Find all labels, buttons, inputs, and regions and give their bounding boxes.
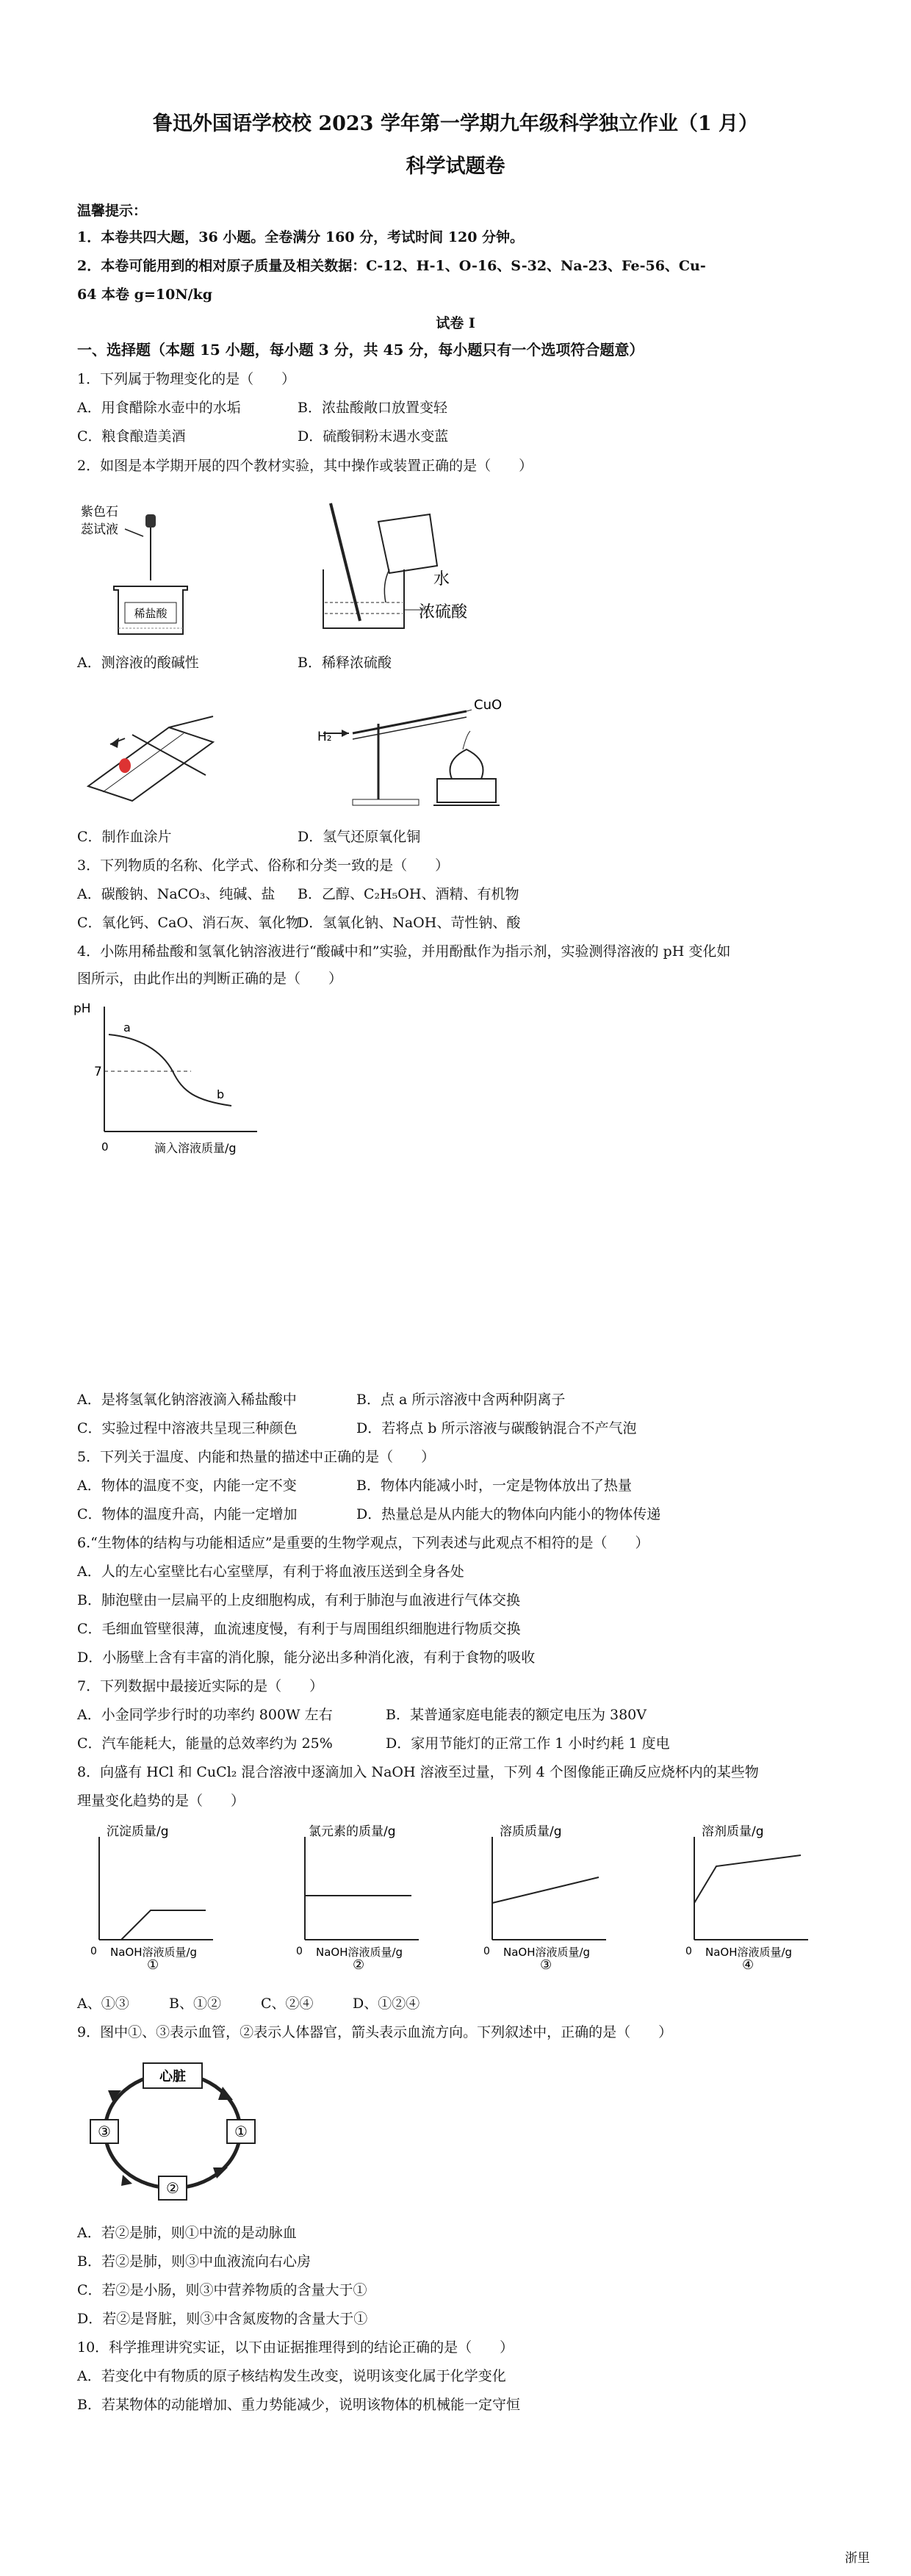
exam-subtitle: 科学试题卷	[406, 155, 505, 178]
q9-heart-label: 心脏	[159, 2069, 186, 2084]
q8-graph-1-xlabel: NaOH溶液质量/g	[110, 1946, 198, 1959]
graph-origin: 0	[101, 1140, 109, 1154]
q4-option-d: D．若将点 b 所示溶液与碳酸钠混合不产气泡	[356, 1420, 637, 1436]
q8-graph-2-origin: 0	[296, 1946, 303, 1957]
q2-stem: 2．如图是本学期开展的四个教材实验，其中操作或装置正确的是（ ）	[77, 458, 533, 474]
q2-option-b: B．稀释浓硫酸	[298, 655, 392, 671]
q9-vessel-3: ③	[98, 2123, 111, 2140]
q10-option-b: B．若某物体的动能增加、重力势能减少，说明该物体的机械能一定守恒	[77, 2397, 520, 2413]
q4-option-c: C．实验过程中溶液共呈现三种颜色	[77, 1420, 298, 1436]
q5-stem: 5．下列关于温度、内能和热量的描述中正确的是（ ）	[77, 1449, 436, 1465]
q2-option-c: C．制作血涂片	[77, 829, 172, 845]
q7-stem: 7．下列数据中最接近实际的是（ ）	[77, 1678, 324, 1694]
notice-label: 温馨提示：	[77, 203, 148, 219]
q2-figure-a	[81, 500, 184, 639]
q2-figure-d	[309, 691, 514, 816]
q1-option-c: C．粮食酿造美酒	[77, 428, 186, 445]
q3-option-c: C．氧化钙、CaO、消石灰、氧化物	[77, 915, 300, 931]
q8-graph-4	[672, 1822, 827, 1973]
q9-vessel-1: ①	[234, 2123, 248, 2140]
q4-option-b: B．点 a 所示溶液中含两种阴离子	[356, 1392, 566, 1408]
q7-option-a: A．小金同学步行时的功率约 800W 左右	[77, 1707, 333, 1723]
q5-option-d: D．热量总是从内能大的物体向内能小的物体传递	[356, 1506, 661, 1522]
q8-graph-1-num: ①	[147, 1957, 159, 1973]
q9-option-d: D．若②是肾脏，则③中含氮废物的含量大于①	[77, 2311, 368, 2327]
fig-d-label-2: H₂	[317, 730, 332, 744]
q3-stem: 3．下列物质的名称、化学式、俗称和分类一致的是（ ）	[77, 857, 450, 874]
q2-option-a: A．测溶液的酸碱性	[77, 655, 199, 671]
paper-label: 试卷 I	[436, 315, 475, 331]
q8-graph-1	[77, 1822, 231, 1973]
section-heading: 一、选择题（本题 15 小题，每小题 3 分，共 45 分，每小题只有一个选项符合题意）	[77, 341, 644, 359]
q9-organ-2: ②	[166, 2179, 179, 2197]
q8-option-a: A、①③	[77, 1996, 129, 2012]
q5-option-b: B．物体内能减小时，一定是物体放出了热量	[356, 1478, 632, 1494]
q8-graph-3-num: ③	[540, 1957, 552, 1973]
fig-b-label-1: 水	[433, 570, 450, 589]
q8-graph-1-ylabel: 沉淀质量/g	[107, 1824, 169, 1839]
q4-ph-graph	[73, 999, 279, 1168]
q8-graph-3-ylabel: 溶质质量/g	[500, 1824, 562, 1839]
notice-item-1: 1．本卷共四大题，36 小题。全卷满分 160 分，考试时间 120 分钟。	[77, 229, 525, 245]
q8-graph-2-xlabel: NaOH溶液质量/g	[316, 1946, 403, 1959]
q2-figure-b	[309, 500, 478, 639]
q8-option-c: C、②④	[261, 1996, 314, 2012]
q2-figure-c	[81, 705, 228, 816]
q8-graph-2-num: ②	[353, 1957, 365, 1973]
q9-stem: 9．图中①、③表示血管，②表示人体器官，箭头表示血流方向。下列叙述中，正确的是（ ）	[77, 2024, 673, 2040]
q1-option-b: B．浓盐酸敞口放置变轻	[298, 400, 447, 416]
fig-a-label-3: 稀盐酸	[134, 607, 168, 620]
q8-option-d: D、①②④	[353, 1996, 420, 2012]
q8-graph-3-xlabel: NaOH溶液质量/g	[503, 1946, 591, 1959]
q8-graph-4-origin: 0	[685, 1946, 692, 1957]
graph-point-b: b	[217, 1087, 225, 1101]
fig-a-label-1: 紫色石	[81, 505, 118, 519]
q4-stem-1: 4．小陈用稀盐酸和氢氧化钠溶液进行“酸碱中和”实验，并用酚酞作为指示剂，实验测得溶液的 pH 变化如	[77, 943, 731, 960]
q1-option-d: D．硫酸铜粉末遇水变蓝	[298, 428, 449, 445]
notice-item-2b: 64 本卷 g=10N/kg	[77, 287, 213, 303]
exam-title: 鲁迅外国语学校校 2023 学年第一学期九年级科学独立作业（1 月）	[152, 112, 759, 135]
graph-tick-7: 7	[94, 1065, 102, 1079]
q7-option-b: B．某普通家庭电能表的额定电压为 380V	[386, 1707, 647, 1723]
q8-graph-1-origin: 0	[90, 1946, 97, 1957]
graph-ylabel: pH	[73, 1001, 91, 1016]
q9-option-c: C．若②是小肠，则③中营养物质的含量大于①	[77, 2282, 367, 2298]
q1-option-a: A．用食醋除水壶中的水垢	[77, 400, 241, 416]
q8-graph-2-ylabel: 氯元素的质量/g	[309, 1824, 396, 1839]
q8-stem-1: 8．向盛有 HCl 和 CuCl₂ 混合溶液中逐滴加入 NaOH 溶液至过量，下列 4 个图像能正确反应烧杯内的某些物	[77, 1764, 759, 1780]
graph-point-a: a	[123, 1021, 131, 1035]
q6-stem: 6.“生物体的结构与功能相适应”是重要的生物学观点，下列表述与此观点不相符的是（ ）	[77, 1535, 649, 1551]
q4-option-a: A．是将氢氧化钠溶液滴入稀盐酸中	[77, 1392, 297, 1408]
q1-stem: 1．下列属于物理变化的是（ ）	[77, 371, 296, 387]
q4-stem-2: 图所示，由此作出的判断正确的是（ ）	[77, 971, 343, 987]
fig-b-label-2: 浓硫酸	[419, 603, 468, 622]
q10-option-a: A．若变化中有物质的原子核结构发生改变，说明该变化属于化学变化	[77, 2368, 506, 2384]
q8-graph-4-ylabel: 溶剂质量/g	[702, 1824, 764, 1839]
q5-option-a: A．物体的温度不变，内能一定不变	[77, 1478, 297, 1494]
q8-stem-2: 理量变化趋势的是（ ）	[77, 1793, 245, 1809]
q8-graph-4-xlabel: NaOH溶液质量/g	[705, 1946, 793, 1959]
q8-graph-2	[283, 1822, 437, 1973]
q5-option-c: C．物体的温度升高，内能一定增加	[77, 1506, 298, 1522]
q8-option-b: B、①②	[169, 1996, 221, 2012]
q6-option-b: B．肺泡壁由一层扁平的上皮细胞构成，有利于肺泡与血液进行气体交换	[77, 1592, 520, 1608]
q7-option-c: C．汽车能耗大，能量的总效率约为 25%	[77, 1735, 333, 1752]
q8-graph-3	[470, 1822, 624, 1973]
q3-option-b: B．乙醇、C₂H₅OH、酒精、有机物	[298, 886, 519, 902]
q6-option-c: C．毛细血管壁很薄，血流速度慢，有利于与周围组织细胞进行物质交换	[77, 1621, 521, 1637]
q9-option-b: B．若②是肺，则③中血液流向右心房	[77, 2253, 311, 2270]
q10-stem: 10．科学推理讲究实证，以下由证据推理得到的结论正确的是（ ）	[77, 2339, 514, 2356]
graph-xlabel: 滴入溶液质量/g	[154, 1141, 237, 1155]
q9-option-a: A．若②是肺，则①中流的是动脉血	[77, 2225, 297, 2241]
q6-option-a: A．人的左心室壁比右心室壁厚，有利于将血液压送到全身各处	[77, 1564, 464, 1580]
q7-option-d: D．家用节能灯的正常工作 1 小时约耗 1 度电	[386, 1735, 670, 1752]
notice-item-2a: 2．本卷可能用到的相对原子质量及相关数据：C-12、H-1、O-16、S-32、Na-23、Fe-56、Cu-	[77, 258, 706, 274]
q3-option-d: D．氢氧化钠、NaOH、苛性钠、酸	[298, 915, 521, 931]
q6-option-d: D．小肠壁上含有丰富的消化腺，能分泌出多种消化液，有利于食物的吸收	[77, 1649, 536, 1666]
q8-graph-4-num: ④	[742, 1957, 755, 1973]
q8-graph-3-origin: 0	[483, 1946, 490, 1957]
fig-a-label-2: 蕊试液	[81, 522, 118, 537]
q3-option-a: A．碳酸钠、NaCO₃、纯碱、盐	[77, 886, 276, 902]
q9-circulation-diagram	[77, 2057, 268, 2212]
corner-text: 浙里	[845, 2551, 870, 2566]
q2-option-d: D．氢气还原氧化铜	[298, 829, 421, 845]
fig-d-label-1: CuO	[474, 697, 503, 713]
